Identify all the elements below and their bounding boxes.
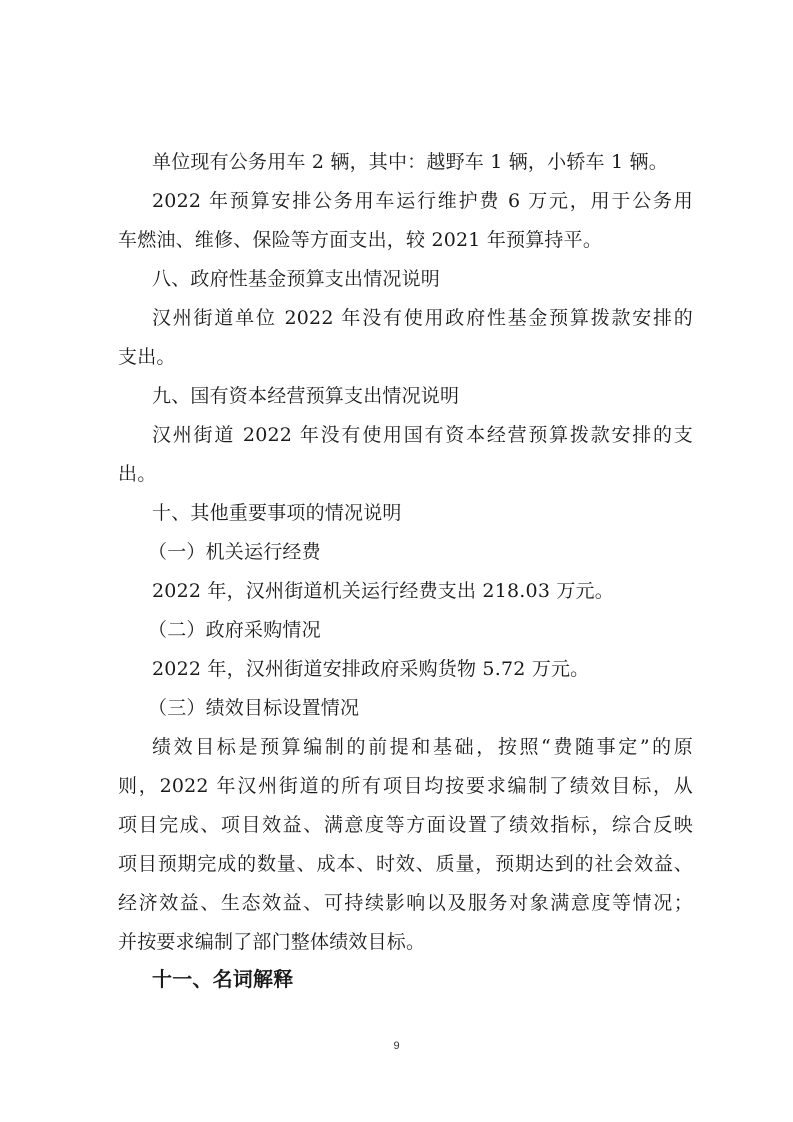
paragraph-performance-line-6: 并按要求编制了部门整体绩效目标。 bbox=[118, 931, 426, 953]
paragraph-vehicle-budget-line-2: 车燃油、维修、保险等方面支出，较 2021 年预算持平。 bbox=[118, 229, 603, 251]
paragraph-operating-costs: 2022 年，汉州街道机关运行经费支出 218.03 万元。 bbox=[152, 580, 614, 602]
page-number: 9 bbox=[393, 1040, 400, 1052]
paragraph-gov-fund-line-2: 支出。 bbox=[118, 346, 176, 368]
subsection-heading-2: （二）政府采购情况 bbox=[148, 619, 321, 641]
paragraph-performance-line-4: 项目预期完成的数量、成本、时效、质量，预期达到的社会效益、 bbox=[118, 853, 693, 875]
section-heading-11: 十一、名词解释 bbox=[152, 967, 294, 991]
paragraph-vehicles: 单位现有公务用车 2 辆，其中：越野车 1 辆，小轿车 1 辆。 bbox=[152, 151, 668, 173]
paragraph-performance-line-5: 经济效益、生态效益、可持续影响以及服务对象满意度等情况； bbox=[118, 892, 693, 914]
paragraph-performance-line-1: 绩效目标是预算编制的前提和基础，按照“费随事定”的原 bbox=[152, 736, 693, 758]
paragraph-gov-fund-line-1: 汉州街道单位 2022 年没有使用政府性基金预算拨款安排的 bbox=[152, 307, 693, 329]
section-heading-8: 八、政府性基金预算支出情况说明 bbox=[152, 268, 441, 290]
paragraph-performance-line-2: 则，2022 年汉州街道的所有项目均按要求编制了绩效目标，从 bbox=[118, 775, 693, 797]
paragraph-state-capital-line-2: 出。 bbox=[118, 463, 157, 485]
section-heading-10: 十、其他重要事项的情况说明 bbox=[152, 502, 402, 524]
subsection-heading-3: （三）绩效目标设置情况 bbox=[148, 697, 360, 719]
subsection-heading-1: （一）机关运行经费 bbox=[148, 541, 321, 563]
section-heading-9: 九、国有资本经营预算支出情况说明 bbox=[152, 385, 460, 407]
paragraph-procurement: 2022 年，汉州街道安排政府采购货物 5.72 万元。 bbox=[152, 658, 590, 680]
paragraph-state-capital-line-1: 汉州街道 2022 年没有使用国有资本经营预算拨款安排的支 bbox=[152, 424, 693, 446]
paragraph-performance-line-3: 项目完成、项目效益、满意度等方面设置了绩效指标，综合反映 bbox=[118, 814, 693, 836]
paragraph-vehicle-budget-line-1: 2022 年预算安排公务用车运行维护费 6 万元，用于公务用 bbox=[152, 190, 693, 212]
